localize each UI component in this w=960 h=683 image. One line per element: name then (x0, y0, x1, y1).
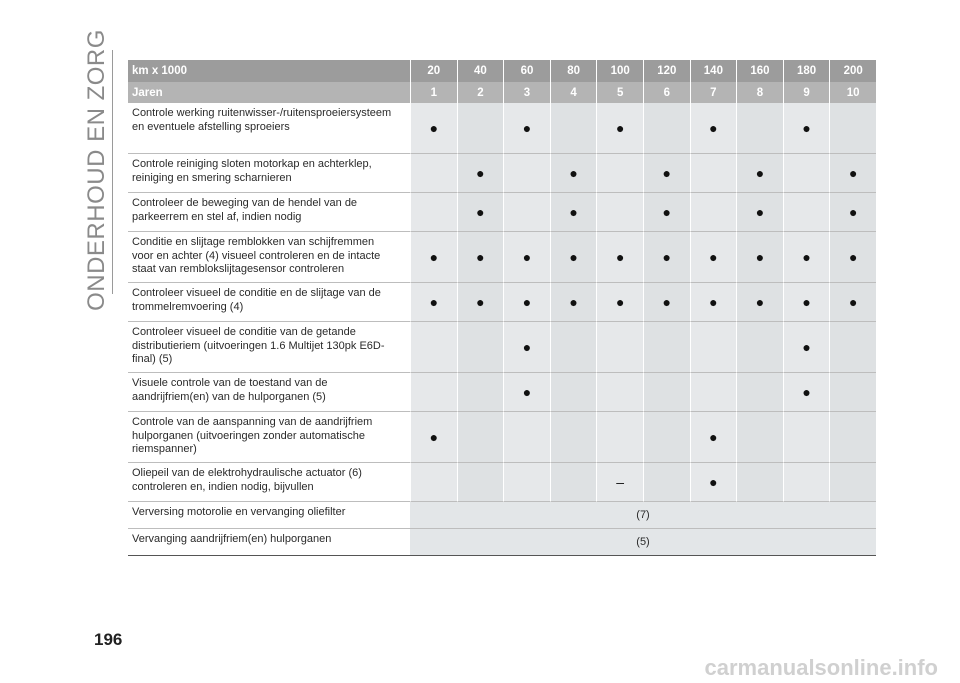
page-number: 196 (94, 630, 123, 649)
header-row-km (128, 60, 876, 82)
year-header: 10 (829, 82, 876, 103)
task-label: Controleer visueel de conditie van de getande distributieriem (uitvoeringen 1.6 Multijet 130pk E6D-final) (5) (128, 322, 410, 373)
interval-cell (783, 322, 830, 373)
interval-cell (503, 412, 550, 463)
interval-note: (7) (410, 502, 876, 529)
interval-cell (503, 232, 550, 283)
year-header: 8 (736, 82, 783, 103)
interval-dot: ● (848, 294, 858, 310)
interval-cell (550, 463, 597, 502)
interval-cell (410, 193, 457, 232)
interval-cell (550, 193, 597, 232)
km-header: 120 (643, 60, 690, 82)
interval-cell (690, 322, 737, 373)
interval-dot: ● (802, 294, 811, 310)
interval-cell (690, 463, 737, 502)
km-header: 200 (829, 60, 876, 82)
interval-dot: ● (709, 474, 718, 490)
year-header: 1 (410, 82, 457, 103)
header-km-label: km x 1000 (128, 60, 410, 82)
interval-cell (829, 463, 876, 502)
task-label: Verversing motorolie en vervanging oliefilter (128, 502, 410, 529)
interval-cell (643, 412, 690, 463)
table-row (128, 232, 876, 283)
interval-cell (503, 373, 550, 412)
interval-cell (596, 322, 643, 373)
task-label: Visuele controle van de toestand van de aandrijfriem(en) van de hulporganen (5) (128, 373, 410, 412)
interval-cell (596, 193, 643, 232)
interval-cell (829, 232, 876, 283)
interval-cell (783, 232, 830, 283)
interval-cell (783, 193, 830, 232)
year-header: 3 (503, 82, 550, 103)
interval-dot: ● (569, 165, 578, 181)
interval-cell (503, 322, 550, 373)
interval-dot: ● (709, 249, 718, 265)
interval-cell (829, 283, 876, 322)
interval-cell (736, 193, 783, 232)
interval-cell (457, 154, 504, 193)
interval-cell (457, 373, 504, 412)
interval-dot: ● (662, 204, 672, 220)
interval-cell (643, 283, 690, 322)
task-label: Conditie en slijtage remblokken van schijfremmen voor en achter (4) visueel controleren en de intacte staat van remblokslijtagesensor controleren (128, 232, 410, 283)
section-title: ONDERHOUD EN ZORG (83, 29, 110, 311)
interval-cell (690, 283, 737, 322)
interval-cell (643, 373, 690, 412)
km-header: 180 (783, 60, 830, 82)
header-year-label: Jaren (128, 82, 410, 103)
interval-dot: ● (802, 249, 811, 265)
interval-dot: ● (662, 294, 672, 310)
watermark: carmanualsonline.info (704, 655, 938, 680)
interval-cell (457, 283, 504, 322)
year-header: 2 (457, 82, 504, 103)
interval-dot: ● (802, 120, 811, 136)
interval-dot: ● (802, 384, 811, 400)
task-label: Controle werking ruitenwisser-/ruitensproeiersysteem en eventuele afstelling sproeiers (128, 103, 410, 154)
interval-cell (503, 154, 550, 193)
interval-dot: ● (569, 294, 578, 310)
interval-cell (503, 193, 550, 232)
interval-dot: ● (476, 249, 485, 265)
interval-cell (596, 154, 643, 193)
task-label: Oliepeil van de elektrohydraulische actuator (6) controleren en, indien nodig, bijvullen (128, 463, 410, 502)
interval-cell (783, 283, 830, 322)
table-row (128, 193, 876, 232)
interval-cell (829, 193, 876, 232)
interval-cell (643, 322, 690, 373)
task-label: Vervanging aandrijfriem(en) hulporganen (128, 529, 410, 556)
task-label: Controle van de aanspanning van de aandrijfriem hulporganen (uitvoeringen zonder automatische riemspanner) (128, 412, 410, 463)
interval-cell (829, 322, 876, 373)
interval-cell (690, 103, 737, 154)
maintenance-table (128, 60, 876, 556)
interval-dot: ● (755, 249, 765, 265)
interval-cell (596, 373, 643, 412)
task-label: Controleer de beweging van de hendel van de parkeerrem en stel af, indien nodig (128, 193, 410, 232)
km-header: 20 (410, 60, 457, 82)
interval-cell (783, 412, 830, 463)
interval-cell (457, 103, 504, 154)
interval-cell (643, 232, 690, 283)
interval-dot: ● (615, 249, 625, 265)
km-header: 40 (457, 60, 504, 82)
interval-dot: ● (662, 249, 672, 265)
interval-dot: ● (848, 204, 858, 220)
interval-dot: ● (615, 120, 625, 136)
interval-cell (783, 103, 830, 154)
interval-dot: ● (662, 165, 672, 181)
interval-cell (457, 232, 504, 283)
interval-dot: ● (522, 339, 532, 355)
interval-cell (550, 283, 597, 322)
interval-cell (736, 463, 783, 502)
interval-dot: ● (709, 294, 718, 310)
interval-cell (457, 322, 504, 373)
km-header: 80 (550, 60, 597, 82)
interval-dot: ● (522, 120, 532, 136)
interval-cell (643, 463, 690, 502)
interval-cell (829, 412, 876, 463)
table-row (128, 412, 876, 463)
interval-dot: ● (476, 204, 485, 220)
km-header: 60 (503, 60, 550, 82)
interval-cell (550, 232, 597, 283)
table-row (128, 154, 876, 193)
interval-cell (596, 103, 643, 154)
interval-cell (829, 154, 876, 193)
interval-cell (736, 154, 783, 193)
interval-dot: ● (569, 204, 578, 220)
interval-cell (503, 283, 550, 322)
interval-cell (410, 412, 457, 463)
interval-cell (736, 232, 783, 283)
table-row (128, 103, 876, 154)
interval-cell (783, 373, 830, 412)
interval-dot: ● (615, 294, 625, 310)
task-label: Controleer visueel de conditie en de slijtage van de trommelremvoering (4) (128, 283, 410, 322)
interval-cell (596, 463, 643, 502)
interval-dot: ● (429, 249, 439, 265)
interval-dot: ● (429, 294, 439, 310)
interval-dot: ● (755, 294, 765, 310)
interval-cell (457, 463, 504, 502)
interval-cell (736, 283, 783, 322)
interval-cell (410, 232, 457, 283)
interval-dot: ● (476, 165, 485, 181)
interval-dot: ● (709, 429, 718, 445)
interval-cell (643, 103, 690, 154)
interval-cell (736, 412, 783, 463)
interval-dot: ● (755, 165, 765, 181)
interval-cell (783, 154, 830, 193)
interval-cell (550, 103, 597, 154)
interval-cell (596, 283, 643, 322)
interval-dot: ● (476, 294, 485, 310)
interval-cell (690, 232, 737, 283)
interval-cell (783, 463, 830, 502)
interval-cell (457, 412, 504, 463)
interval-dot: ● (848, 165, 858, 181)
year-header: 4 (550, 82, 597, 103)
interval-cell (550, 322, 597, 373)
interval-dot: ● (429, 120, 439, 136)
interval-cell (550, 373, 597, 412)
interval-cell (410, 154, 457, 193)
interval-cell (643, 193, 690, 232)
table-row (128, 529, 876, 556)
interval-note: (5) (410, 529, 876, 556)
year-header: 6 (643, 82, 690, 103)
interval-cell (410, 322, 457, 373)
interval-cell (736, 103, 783, 154)
interval-cell (829, 103, 876, 154)
interval-cell (690, 373, 737, 412)
km-header: 140 (690, 60, 737, 82)
interval-cell (503, 463, 550, 502)
interval-dot: ● (755, 204, 765, 220)
interval-cell (410, 283, 457, 322)
header-row-years (128, 82, 876, 103)
section-divider (112, 50, 113, 294)
interval-mark: – (616, 474, 625, 490)
interval-dot: ● (522, 384, 532, 400)
interval-cell (690, 193, 737, 232)
km-header: 100 (596, 60, 643, 82)
interval-dot: ● (522, 249, 532, 265)
interval-dot: ● (522, 294, 532, 310)
interval-cell (410, 103, 457, 154)
interval-cell (690, 412, 737, 463)
table-row (128, 322, 876, 373)
interval-cell (690, 154, 737, 193)
table-row (128, 502, 876, 529)
year-header: 7 (690, 82, 737, 103)
interval-dot: ● (848, 249, 858, 265)
table-row (128, 463, 876, 502)
interval-dot: ● (709, 120, 718, 136)
table-row (128, 373, 876, 412)
interval-dot: ● (429, 429, 439, 445)
interval-cell (410, 373, 457, 412)
interval-cell (596, 232, 643, 283)
interval-cell (550, 412, 597, 463)
interval-dot: ● (569, 249, 578, 265)
task-label: Controle reiniging sloten motorkap en achterklep, reiniging en smering scharnieren (128, 154, 410, 193)
interval-cell (503, 103, 550, 154)
table-row (128, 283, 876, 322)
year-header: 9 (783, 82, 830, 103)
interval-cell (550, 154, 597, 193)
interval-cell (829, 373, 876, 412)
year-header: 5 (596, 82, 643, 103)
interval-cell (736, 373, 783, 412)
km-header: 160 (736, 60, 783, 82)
interval-cell (596, 412, 643, 463)
interval-cell (643, 154, 690, 193)
interval-dot: ● (802, 339, 811, 355)
interval-cell (457, 193, 504, 232)
interval-cell (410, 463, 457, 502)
interval-cell (736, 322, 783, 373)
